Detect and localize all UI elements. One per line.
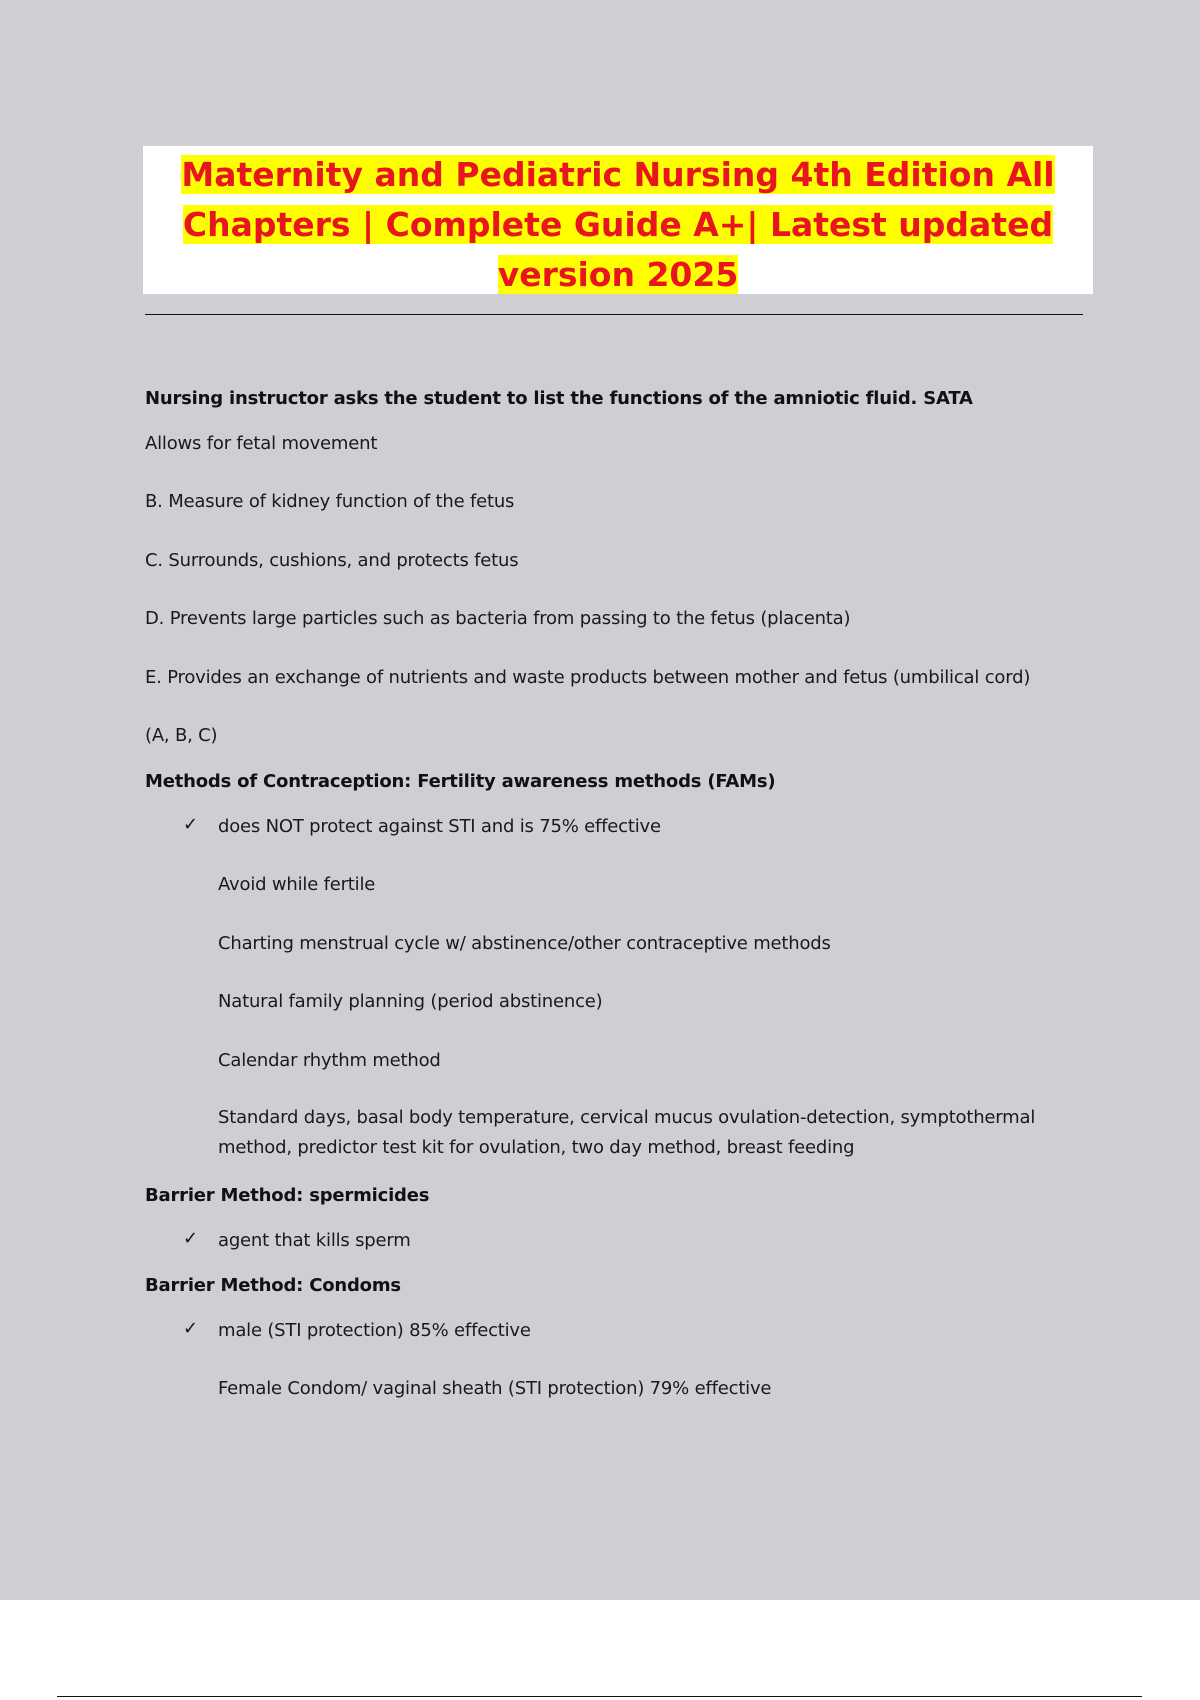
title-line-1: Maternity and Pediatric Nursing 4th Edition All: [181, 155, 1055, 194]
title-line-2: Chapters | Complete Guide A+| Latest updated: [182, 205, 1054, 244]
fams-item-2: Avoid while fertile: [218, 874, 376, 895]
spermicides-heading: Barrier Method: spermicides: [145, 1185, 430, 1206]
fams-item-6: Standard days, basal body temperature, cervical mucus ovulation-detection, symptothermal method, predictor test kit for ovulation, two day method, breast feeding: [218, 1107, 1036, 1158]
fams-item-4: Natural family planning (period abstinence): [218, 991, 603, 1012]
option-d: D. Prevents large particles such as bacteria from passing to the fetus (placenta): [145, 608, 851, 629]
condoms-item-2: Female Condom/ vaginal sheath (STI protection) 79% effective: [218, 1378, 772, 1399]
option-b: B. Measure of kidney function of the fetus: [145, 491, 515, 512]
condoms-heading: Barrier Method: Condoms: [145, 1275, 401, 1296]
title-line-3: version 2025: [497, 255, 739, 294]
answer-key: (A, B, C): [145, 725, 218, 746]
footer-divider: [57, 1696, 1142, 1697]
option-a: Allows for fetal movement: [145, 433, 378, 454]
check-icon: ✓: [183, 1318, 199, 1339]
fams-item-1: does NOT protect against STI and is 75% effective: [218, 816, 661, 837]
option-c: C. Surrounds, cushions, and protects fetus: [145, 550, 519, 571]
condoms-item-1: male (STI protection) 85% effective: [218, 1320, 531, 1341]
fams-heading: Methods of Contraception: Fertility awareness methods (FAMs): [145, 771, 776, 792]
check-icon: ✓: [183, 1228, 199, 1249]
check-icon: ✓: [183, 814, 199, 835]
fams-item-3: Charting menstrual cycle w/ abstinence/other contraceptive methods: [218, 933, 831, 954]
spermicides-item-1: agent that kills sperm: [218, 1230, 411, 1251]
question-prompt: Nursing instructor asks the student to list the functions of the amniotic fluid. SATA: [145, 388, 973, 409]
fams-item-5: Calendar rhythm method: [218, 1050, 441, 1071]
option-e: E. Provides an exchange of nutrients and waste products between mother and fetus (umbilical cord): [145, 667, 1031, 688]
